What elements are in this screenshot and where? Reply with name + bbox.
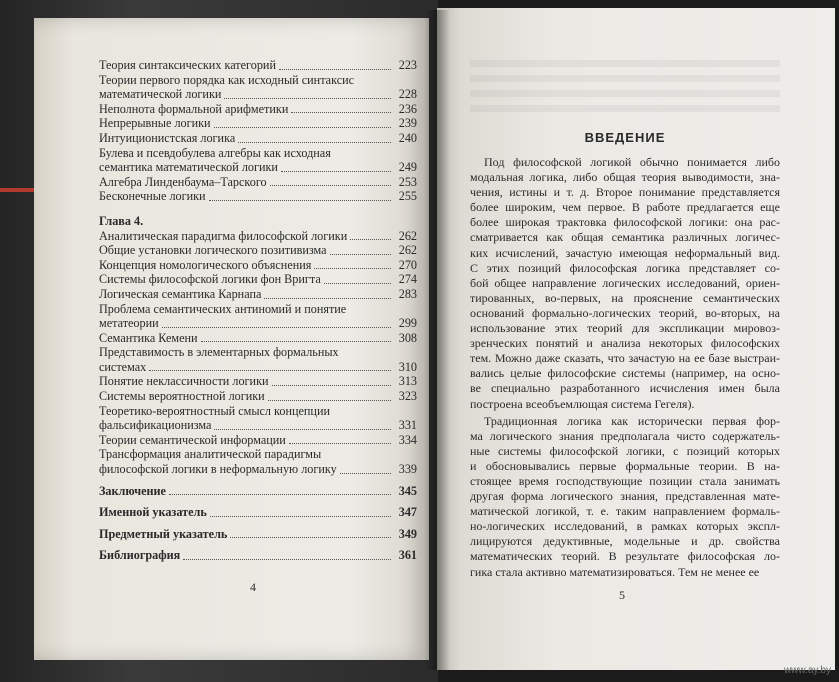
toc-entry-title: Проблема семантических антиномий и понятие [99, 301, 347, 316]
toc-entry [99, 389, 417, 404]
toc-entry [99, 73, 417, 102]
toc-entry [99, 116, 417, 131]
text-line: ма логического знания предполагала чисто содержатель- [470, 428, 780, 443]
show-through-text [470, 60, 780, 120]
dot-leader [268, 400, 391, 401]
dot-leader [350, 239, 391, 240]
toc-entry-title: системах [99, 359, 147, 374]
toc-entry-title: Системы философской логики фон Вригта [99, 272, 321, 287]
dot-leader [272, 385, 391, 386]
dot-leader [149, 370, 391, 371]
toc-entry [99, 548, 417, 563]
text-line: но-логических исследований, в рамках которых экспл- [470, 519, 780, 534]
dot-leader [238, 142, 391, 143]
text-line: Под философской логикой обычно понимается либо [484, 155, 780, 169]
toc-entry-page: 236 [398, 101, 417, 116]
toc-entry-title: Логическая семантика Карнапа [99, 286, 262, 301]
text-line: ве специально разработанного исчисления имен была [470, 381, 780, 396]
toc-entry-page: 349 [398, 526, 417, 541]
dot-leader [162, 327, 391, 328]
toc-entry-title: Теории первого порядка как исходный синтаксис [99, 72, 355, 87]
text-line: более широкая трактовка философской логики: она рас- [470, 215, 780, 230]
table-of-contents [99, 58, 417, 563]
text-line: бой общее направление логических исследований, ориен- [470, 275, 780, 290]
dot-leader [224, 98, 391, 99]
chapter-heading: Глава 4. [99, 213, 144, 228]
toc-entry [99, 527, 417, 542]
toc-entry-title: математической логики [99, 87, 222, 102]
toc-entry [99, 58, 417, 73]
toc-entry-page: 334 [398, 432, 417, 447]
watermark: www.ay.by [783, 665, 831, 676]
toc-entry [99, 484, 417, 499]
toc-entry-page: 283 [398, 286, 417, 301]
text-line: и обосновывались первые формальные теории. В на- [470, 458, 780, 473]
toc-entry-page: 253 [398, 174, 417, 189]
toc-entry-title: Концепция номологического объяснения [99, 257, 312, 272]
toc-entry-title: Бесконечные логики [99, 189, 206, 204]
toc-entry [99, 102, 417, 117]
cover-stripe [0, 188, 34, 192]
toc-entry-page: 310 [398, 359, 417, 374]
dot-leader [210, 516, 391, 517]
toc-entry-page: 228 [398, 87, 417, 102]
introduction-section [470, 130, 780, 580]
toc-entry [99, 374, 417, 389]
text-line: гика стала активно математизироваться. Тем не менее ее [470, 564, 760, 579]
toc-entry-title: семантика математической логики [99, 160, 278, 175]
toc-entry-title: Заключение [99, 483, 166, 498]
toc-entry-page: 240 [398, 130, 417, 145]
toc-entry [99, 131, 417, 146]
dot-leader [214, 127, 391, 128]
toc-entry-title: Булева и псевдобулева алгебры как исходная [99, 145, 331, 160]
toc-entry [99, 243, 417, 258]
text-line: С этих позиций философская логика представляет со- [470, 260, 780, 275]
dot-leader [214, 429, 391, 430]
toc-entry-page: 331 [398, 418, 417, 433]
toc-entry-title: Непрерывные логики [99, 116, 211, 131]
toc-entry [99, 404, 417, 433]
toc-entry-title: Теории семантической информации [99, 432, 286, 447]
toc-entry-title: Общие установки логического позитивизма [99, 243, 327, 258]
toc-entry-page: 361 [398, 548, 417, 563]
dot-leader [279, 69, 391, 70]
dot-leader [270, 185, 391, 186]
text-line: вались целые философские системы (например, на осно- [470, 366, 780, 381]
toc-entry-title: Теория синтаксических категорий [99, 58, 276, 72]
text-line: стоящее время господствующие позиции стала занимать [470, 473, 780, 488]
toc-entry-page: 262 [398, 243, 417, 258]
toc-entry [99, 345, 417, 374]
dot-leader [289, 443, 391, 444]
text-line: тем. Можно даже сказать, что зачастую на ее базе выстраи- [470, 351, 780, 366]
toc-entry-page: 223 [398, 58, 417, 72]
dot-leader [201, 341, 391, 342]
text-line: другая форма логического знания, представленная мате- [470, 489, 780, 504]
toc-entry-page: 249 [398, 160, 417, 175]
toc-entry-title: Неполнота формальной арифметики [99, 101, 289, 116]
toc-entry-title: Именной указатель [99, 505, 207, 520]
toc-entry-page: 347 [398, 505, 417, 520]
toc-entry [99, 146, 417, 175]
text-line: сматривается как общая семантика различных логичес- [470, 230, 780, 245]
toc-entry-title: Аналитическая парадигма философской логики [99, 228, 348, 243]
toc-entry [99, 189, 417, 204]
dot-leader [230, 537, 391, 538]
toc-entry-title: фальсификационизма [99, 418, 212, 433]
toc-entry-title: Теоретико-вероятностный смысл концепции [99, 403, 330, 418]
toc-entry-title: Представимость в элементарных формальных [99, 345, 339, 360]
toc-entry-title: Библиография [99, 548, 181, 563]
dot-leader [169, 494, 391, 495]
paragraph-2 [470, 414, 780, 580]
text-line: математических теорий. В результате философская ло- [470, 549, 780, 564]
toc-entry-title: Семантика Кемени [99, 330, 198, 345]
toc-entry [99, 302, 417, 331]
text-line: построена всеобъемлющая система Гегеля). [470, 396, 695, 411]
toc-entry-title: Трансформация аналитической парадигмы [99, 447, 322, 462]
text-line: ких исчислений, зачастую имеющая неформальный вид. [470, 245, 780, 260]
text-line: модальная логика, либо общая теория выводимости, зна- [470, 170, 780, 185]
toc-entry-title: Предметный указатель [99, 526, 228, 541]
toc-entry-page: 313 [398, 374, 417, 389]
dot-leader [314, 268, 391, 269]
left-page-number: 4 [250, 580, 256, 594]
toc-entry [99, 272, 417, 287]
toc-entry [99, 229, 417, 244]
dot-leader [183, 559, 391, 560]
toc-entry [99, 433, 417, 448]
paragraph-1 [470, 155, 780, 412]
dot-leader [330, 254, 391, 255]
right-page-number: 5 [619, 588, 625, 602]
toc-entry-page: 255 [398, 189, 417, 204]
text-line: ные системы философской логики, с позиций которых [470, 443, 780, 458]
text-line: тированных, во-первых, на прояснение семантических [470, 290, 780, 305]
toc-entry-page: 274 [398, 272, 417, 287]
toc-entry [99, 447, 417, 476]
toc-entry-title: Системы вероятностной логики [99, 389, 265, 404]
text-line: лицируются дедуктивные, модельные и др. свойства [470, 534, 780, 549]
toc-entry-title: Понятие неклассичности логики [99, 374, 269, 389]
toc-entry-title: Интуиционистская логика [99, 130, 236, 145]
toc-entry-page: 308 [398, 330, 417, 345]
text-line: Традиционная логика как исторически первая фор- [484, 413, 780, 428]
toc-entry-title: философской логики в неформальную логику [99, 462, 337, 477]
text-line: более широким, чем первое. В работе предлагается еще [470, 200, 780, 215]
toc-entry [99, 505, 417, 520]
toc-entry [99, 258, 417, 273]
text-line: зренческих понятий и анализа некоторых философских [470, 336, 780, 351]
text-line: оснований формально-логических теорий, во-вторых, на [470, 305, 780, 320]
toc-entry [99, 287, 417, 302]
dot-leader [291, 112, 391, 113]
text-line: матической логикой, т. е. таким направлением формаль- [470, 504, 780, 519]
dot-leader [281, 171, 391, 172]
text-line: использование этих теорий для экспликации мировоз- [470, 321, 780, 336]
text-line: чения, истины и т. д. Второе понимание представляется [470, 185, 780, 200]
section-title: ВВЕДЕНИЕ [584, 130, 666, 145]
dot-leader [324, 283, 391, 284]
toc-entry-page: 323 [398, 389, 417, 404]
toc-entry-page: 339 [398, 462, 417, 477]
toc-entry-page: 345 [398, 483, 417, 498]
toc-entry [99, 175, 417, 190]
toc-entry-title: метатеории [99, 316, 159, 331]
toc-entry [99, 331, 417, 346]
toc-entry-page: 262 [398, 228, 417, 243]
toc-entry-page: 270 [398, 257, 417, 272]
gutter-shadow [424, 10, 450, 670]
dot-leader [209, 200, 391, 201]
toc-entry-page: 299 [398, 316, 417, 331]
toc-entry-title: Алгебра Линденбаума–Тарского [99, 174, 267, 189]
dot-leader [340, 473, 391, 474]
dot-leader [264, 298, 391, 299]
toc-entry-page: 239 [398, 116, 417, 131]
